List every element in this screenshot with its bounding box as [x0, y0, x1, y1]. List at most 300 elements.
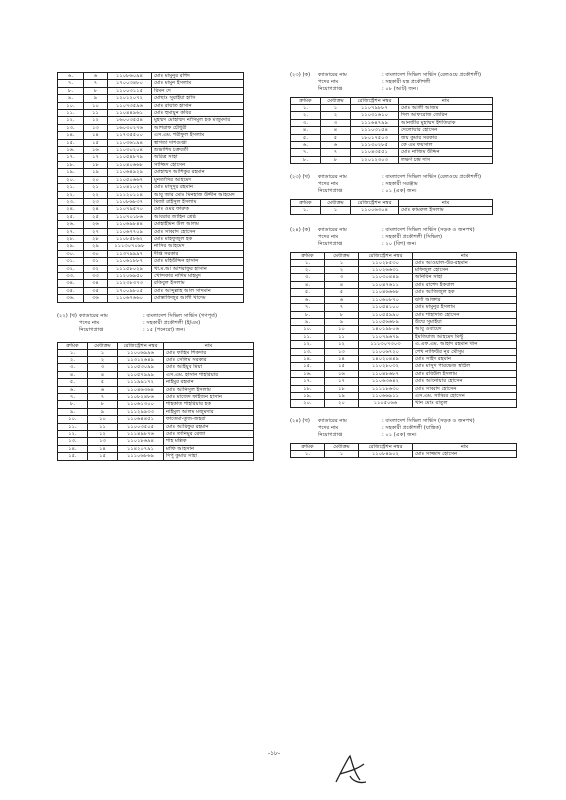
table-row [291, 311, 517, 318]
serial-cell: ৮. [58, 87, 84, 94]
serial-cell: ৬. [291, 142, 321, 149]
merit-cell: ২ [321, 112, 351, 119]
merit-cell: ৭ [88, 394, 118, 401]
name-cell: এস.এম. সাব্বির হোসেন [413, 392, 517, 399]
name-cell: রকিবুল ইসলাম [152, 280, 244, 287]
serial-cell: ১৩. [58, 438, 88, 445]
table-row [58, 198, 244, 205]
serial-cell: ৪. [291, 281, 325, 288]
table-row [58, 206, 244, 213]
table-row [58, 453, 254, 460]
name-cell: মোঃ সাব্বাদ হোসেন [152, 228, 244, 235]
name-cell: মোহাইমিন উল আলম [152, 221, 244, 228]
serial-cell: ১৫. [58, 453, 88, 460]
serial-cell: ১. [291, 259, 325, 266]
registration-cell: ১১০৪৮৬৮৭ [359, 370, 413, 377]
merit-cell: ১৪ [88, 445, 118, 452]
registration-cell: ১১০৬৬৯১১ [359, 392, 413, 399]
table-row [291, 142, 493, 149]
merit-cell: ১৬ [84, 147, 108, 154]
merit-cell: ৪ [321, 127, 351, 134]
merit-cell: ১৫ [84, 139, 108, 146]
merit-cell: ২১ [84, 184, 108, 191]
name-cell: শুভাশিষ চক্রবর্তী [152, 147, 244, 154]
registration-cell: ১১০০৩৫০৫ [118, 423, 164, 430]
section-22-table [57, 342, 254, 461]
name-cell: মোছাঃ সুরাইয়া হাসি [152, 95, 244, 102]
registration-cell: ১১০৮৪৯০২ [359, 450, 413, 457]
table-row [291, 363, 517, 370]
registration-cell: ১১০২৮০৩২ [359, 363, 413, 370]
serial-cell: ১৪. [58, 445, 88, 452]
column-header: ক্রমিক [58, 342, 88, 349]
registration-cell: ১১০১৮৬৯৪ [118, 438, 164, 445]
merit-cell: ১০ [325, 326, 359, 333]
serial-cell: ১০. [291, 326, 325, 333]
table-row [58, 295, 244, 302]
serial-cell: ২. [291, 112, 321, 119]
table-row [291, 119, 493, 126]
table-row [291, 318, 517, 325]
merit-cell: ১২ [84, 117, 108, 124]
merit-cell: ৬ [325, 296, 359, 303]
serial-cell: ২১. [58, 184, 84, 191]
registration-cell: ১১২৩৮৩৭৩ [108, 280, 152, 287]
registration-cell: ১৪০২০৪৪৯ [359, 355, 413, 362]
registration-cell: ১১০৩৬১৯৪ [108, 139, 152, 146]
signature [330, 752, 370, 788]
column-header: মেধাক্রম [321, 98, 351, 105]
name-cell: মোঃ আজিজুল হক [413, 289, 517, 296]
name-cell: লক্ষণ চন্দ্র দাস [399, 156, 493, 163]
serial-cell: ৩. [58, 364, 88, 371]
table-row [58, 154, 244, 161]
name-cell: খোন্দকার নাদিম মাহমুদ [152, 272, 244, 279]
merit-cell: ৩৪ [84, 280, 108, 287]
registration-cell: ১১০৫৪৮৭৯ [108, 154, 152, 161]
serial-cell: ৪. [291, 127, 321, 134]
table-row [291, 378, 517, 385]
top-table [57, 72, 244, 303]
registration-cell: ১১০৫৭৯৯৯ [118, 371, 164, 378]
table-row [58, 184, 244, 191]
table-row [58, 287, 244, 294]
merit-cell: ২৪ [84, 206, 108, 213]
serial-cell: ১৭. [291, 378, 325, 385]
merit-cell: ৭ [321, 149, 351, 156]
merit-cell: ৫ [325, 289, 359, 296]
merit-cell: ১৭ [325, 378, 359, 385]
name-cell: আবু জার মোঃ মিনহাজ উদ্দীন আহমেদ [152, 191, 244, 198]
registration-cell: ১১০৪৬৬৬৮ [359, 289, 413, 296]
merit-cell: ১০ [88, 416, 118, 423]
merit-cell: ১ [325, 450, 359, 457]
merit-cell: ৭ [84, 80, 108, 87]
merit-cell: ২ [88, 357, 118, 364]
merit-cell: ৩ [325, 274, 359, 281]
registration-cell: ১১৩৭৯৯৯৭ [108, 250, 152, 257]
column-header: নাম [399, 200, 493, 207]
merit-cell: ২৭ [84, 228, 108, 235]
table-row [58, 102, 244, 109]
merit-cell: ৮ [88, 401, 118, 408]
serial-cell: ৮. [291, 156, 321, 163]
serial-cell: ২৬. [58, 221, 84, 228]
serial-cell: ২৩. [58, 198, 84, 205]
section-title: (২২) (খ) [57, 312, 77, 319]
merit-cell: ১৫ [325, 363, 359, 370]
name-cell: মোঃ মহিউদ্দিন হাসান [152, 258, 244, 265]
merit-cell: ১৯ [84, 169, 108, 176]
serial-cell: ৮. [291, 311, 325, 318]
serial-cell: ১২. [58, 431, 88, 438]
name-cell: মোঃ সাব্বাদ হোসেন [413, 385, 517, 392]
registration-cell: ১১০৪৬৩৬৪ [118, 386, 164, 393]
serial-cell: ১১. [58, 423, 88, 430]
merit-cell: ২৬ [84, 221, 108, 228]
serial-cell: ১২. [58, 117, 84, 124]
merit-cell: ৬ [88, 386, 118, 393]
registration-cell: ১১০৫৪১০০ [359, 304, 413, 311]
table-row [291, 304, 517, 311]
serial-cell: ১১. [291, 333, 325, 340]
registration-cell: ১১১৫৮০২৯ [108, 265, 152, 272]
table-row [58, 445, 254, 452]
right-column [290, 72, 517, 458]
column-header: মেধাক্রম [325, 443, 359, 450]
section-24b-table [290, 443, 517, 458]
name-cell: অনিবিন সাহা [413, 274, 517, 281]
merit-cell: ১১ [84, 110, 108, 117]
merit-cell: ১৮ [84, 161, 108, 168]
name-cell: আবু ওবায়েদ [413, 326, 517, 333]
name-cell: মোঃ সাইদ রহমান [413, 355, 517, 362]
name-cell: মোঃ আলী আজম [399, 105, 493, 112]
name-cell: দীপ্ত সরকার [152, 250, 244, 257]
registration-cell: ১১০০৬৩০৪ [351, 207, 399, 214]
merit-cell: ১ [88, 349, 118, 356]
column-header: নাম [399, 98, 493, 105]
name-cell: শেখ নাফিউর নূর মৌসুম [413, 348, 517, 355]
serial-cell: ১৮. [291, 385, 325, 392]
name-cell: মোঃ আরিফুর রহমান [164, 423, 254, 430]
name-cell: মোঃ আওয়াল-উর-রহমান [413, 259, 517, 266]
name-cell: উম্মে সুমাইয়া [413, 318, 517, 325]
table-row [58, 431, 254, 438]
registration-cell: ১১১২৯৯৩৩ [118, 408, 164, 415]
table-row [58, 423, 254, 430]
serial-cell: ২৪. [58, 206, 84, 213]
merit-cell: ৩৫ [84, 287, 108, 294]
registration-cell: ১১০৫৫৯৯০ [359, 311, 413, 318]
serial-cell: ৯. [58, 95, 84, 102]
name-cell: মুহম্মদ মোহাম্মদ নাসিমুল হক মজুমদার [152, 117, 244, 124]
merit-cell: ৫ [321, 134, 351, 141]
column-header: মেধাক্রম [88, 342, 118, 349]
registration-cell: ১১০৪৩৫৫১ [351, 149, 399, 156]
table-row [58, 221, 244, 228]
name-cell: মোঃ আব্দুল্লাহ আল সাদমান [152, 287, 244, 294]
serial-cell: ১৪. [291, 355, 325, 362]
registration-cell: ১২০১২০৭২ [108, 95, 152, 102]
table-row [58, 265, 244, 272]
serial-cell: ১৪. [58, 132, 84, 139]
table-row [291, 333, 517, 340]
registration-cell: ১১০৩১৬১০ [351, 112, 399, 119]
table-row [291, 149, 493, 156]
serial-cell: ২০. [291, 400, 325, 407]
serial-cell: ১৫. [58, 139, 84, 146]
registration-cell: ১১০৪০৬৬৮ [108, 161, 152, 168]
serial-cell: ৫. [58, 379, 88, 386]
name-cell: দিপু কুমার সাহা [164, 453, 254, 460]
table-header-row [291, 252, 517, 259]
merit-cell: ২২ [84, 191, 108, 198]
registration-cell: ১১১৩০২৮৫ [351, 142, 399, 149]
serial-cell: ৬. [58, 386, 88, 393]
table-row [58, 364, 254, 371]
registration-cell: ১১০৭৯৫৭০ [108, 206, 152, 213]
registration-cell: ১৭০০৩৪৮০ [108, 80, 152, 87]
name-cell: মোঃ রাশেদ ইকবাল [413, 281, 517, 288]
serial-cell: ২৮. [58, 235, 84, 242]
table-row [58, 349, 254, 356]
table-row [58, 87, 244, 94]
registration-cell: ১১০৫৩০৯৯ [118, 364, 164, 371]
merit-cell: ১ [325, 259, 359, 266]
registration-cell: ১১০৪১০২৭ [108, 184, 152, 191]
name-cell: এ.এফ.এম. আহাদ রহমান খান [413, 341, 517, 348]
table-row [291, 127, 493, 134]
merit-cell: ৫ [88, 379, 118, 386]
name-cell: আনজীর মুহাম্মদ ইশতিয়াক [399, 119, 493, 126]
serial-cell: ১৩. [58, 124, 84, 131]
registration-cell: ১১০২৬৬৩১ [359, 267, 413, 274]
registration-cell: ১১১০৬৮৬৯ [118, 453, 164, 460]
table-row [58, 438, 254, 445]
serial-cell: ৩৫. [58, 287, 84, 294]
registration-cell: ১১০৪৭৬১১ [359, 281, 413, 288]
table-row [291, 289, 517, 296]
serial-cell: ৭. [291, 149, 321, 156]
table-header-row [291, 98, 493, 105]
registration-cell: ১১০৬০৮৭০ [359, 296, 413, 303]
registration-cell: ১১১৩০৭০৯৮ [108, 243, 152, 250]
serial-cell: ৩৬. [58, 295, 84, 302]
registration-cell: ১১০৮২৪৮৬ [118, 394, 164, 401]
serial-cell: ১৯. [58, 169, 84, 176]
merit-cell: ৩৩ [84, 272, 108, 279]
merit-cell: ৮ [325, 311, 359, 318]
serial-cell: ৩২. [58, 265, 84, 272]
table-row [58, 169, 244, 176]
registration-cell: ১১০৬৪৯২৯ [108, 169, 152, 176]
serial-cell: ১২. [291, 341, 325, 348]
merit-cell: ৩ [88, 364, 118, 371]
merit-cell: ১৪ [84, 132, 108, 139]
merit-cell: ১৪ [325, 355, 359, 362]
name-cell: নাইমুল আলম মজুমদার [164, 408, 254, 415]
serial-cell: ১৯. [291, 392, 325, 399]
registration-cell: ১১০৫০৬৬৭ [108, 176, 152, 183]
serial-cell: ১০. [58, 416, 88, 423]
name-cell: নাসির আহমেদ [152, 243, 244, 250]
registration-cell: ১১০০৬৯৯৬ [118, 349, 164, 356]
registration-cell: ১৪০১৯৮০৬ [359, 326, 413, 333]
merit-cell: ২৮ [84, 235, 108, 242]
serial-cell: ১. [291, 207, 321, 214]
merit-cell: ১২ [88, 431, 118, 438]
merit-cell: ১৮ [325, 385, 359, 392]
name-cell: মোঃ কামরুল ইসলাম [399, 207, 493, 214]
merit-cell: ১১ [325, 333, 359, 340]
name-cell: খান মোঃ রাতুল [413, 400, 517, 407]
name-cell: মোঃ মামুন ইসলাম [152, 80, 244, 87]
table-header-row [58, 342, 254, 349]
name-cell: মোঃ হুমায়ুন কবির [152, 110, 244, 117]
merit-cell: ১১ [88, 423, 118, 430]
merit-cell: ১৭ [84, 154, 108, 161]
registration-cell: ১১০৬১৩০০ [118, 401, 164, 408]
name-cell: মির্জা রাইসুল ইসলাম [152, 198, 244, 205]
serial-cell: ২৯. [58, 243, 84, 250]
name-cell: অরিত্র সাহা [152, 154, 244, 161]
name-cell: কে এম ফয়সাল [399, 142, 493, 149]
merit-cell: ৩৬ [84, 295, 108, 302]
registration-cell: ১১১৯৯১৭২ [118, 379, 164, 386]
section-24a-header: (২৪) (ক) ক্যাডারের নাম : বাংলাদেশ সিভিল সার্ভিস (সড়ক ও জনপথ) পদের নাম : সহকারী প্রকৌশলী (সিভিল) নিয়োগপ্রাপ্ত : ২০ (বিশ) জন। [290, 226, 475, 247]
merit-cell: ৮ [321, 156, 351, 163]
table-row [291, 385, 517, 392]
column-header: রেজিস্ট্রেশন নম্বর [359, 443, 413, 450]
column-header: রেজিস্ট্রেশন নম্বর [351, 200, 399, 207]
table-header-row [291, 200, 493, 207]
serial-cell: ২৭. [58, 228, 84, 235]
column-header: ক্রমিক [291, 443, 325, 450]
registration-cell: ১১৭৩৫৫০০ [108, 132, 152, 139]
table-row [291, 105, 493, 112]
serial-cell: ৭. [58, 394, 88, 401]
registration-cell: ১১১৬৪৭৯৯ [351, 119, 399, 126]
serial-cell: ১৮. [58, 161, 84, 168]
registration-cell: ১১০২৮৫৩০ [359, 259, 413, 266]
name-cell: মোঃ আনিসুল ইসলাম [164, 386, 254, 393]
name-cell: মোঃ তানিমুর রেজা [164, 431, 254, 438]
merit-cell: ৯ [84, 95, 108, 102]
merit-cell: ২৫ [84, 213, 108, 220]
column-header: নাম [413, 443, 517, 450]
merit-cell: ১০ [84, 102, 108, 109]
registration-cell: ১১০৬৩৬৪২ [359, 378, 413, 385]
registration-cell: ১১৩১২৬৪৯ [118, 357, 164, 364]
serial-cell: ৩৪. [58, 280, 84, 287]
name-cell: আশরাফ চৌধুরী [152, 124, 244, 131]
name-cell: স্বাগতা দাশগুপ্তা [152, 139, 244, 146]
merit-cell: ১৩ [325, 348, 359, 355]
column-header: মেধাক্রম [325, 252, 359, 259]
serial-cell: ১. [291, 105, 321, 112]
merit-cell: ২০ [84, 176, 108, 183]
name-cell: মোঃ মামুনুর ইসলাম [413, 304, 517, 311]
registration-cell: ১১০৬৭৭০৯ [108, 228, 152, 235]
column-header: মেধাক্রম [321, 200, 351, 207]
serial-cell: ৫. [291, 134, 321, 141]
merit-cell: ৯ [325, 318, 359, 325]
table-row [58, 250, 244, 257]
name-cell: মোঃ মাসুদ পারভেজ স্বপ্নিল [413, 363, 517, 370]
name-cell: ফাতেমা-তুজ-জহরা [164, 416, 254, 423]
section-24a-table [290, 252, 517, 408]
registration-cell: ১১০৭০১৮৬ [108, 213, 152, 220]
serial-cell: ৫. [291, 289, 325, 296]
section-24b-header: (২৪) (খ) ক্যাডারের নাম : বাংলাদেশ সিভিল সার্ভিস (সড়ক ও জনপথ) পদের নাম : সহকারী প্রকৌশলী (যান্ত্রিক) নিয়োগপ্রাপ্ত : ০১ (এক) জন। [290, 417, 475, 438]
serial-cell: ২. [291, 267, 325, 274]
table-row [58, 272, 244, 279]
table-header-row [291, 443, 517, 450]
name-cell: মোহাম্মদ আশিকুর রহমান [152, 169, 244, 176]
name-cell: আবরার জাহিন শ্রেষ্ঠ [152, 213, 244, 220]
merit-cell: ২০ [325, 400, 359, 407]
serial-cell: ৬. [58, 73, 84, 80]
name-cell: জয় কুমার সরকার [399, 134, 493, 141]
serial-cell: ১৭. [58, 154, 84, 161]
serial-cell: ১. [291, 450, 325, 457]
serial-cell: ৩. [291, 119, 321, 126]
name-cell: মোঃ ফাহিম শিকদার [164, 349, 254, 356]
table-row [58, 243, 244, 250]
merit-cell: ৭ [325, 304, 359, 311]
table-row [58, 258, 244, 265]
merit-cell: ১ [321, 207, 351, 214]
merit-cell: ৩০ [84, 250, 108, 257]
table-row [58, 235, 244, 242]
registration-cell: ১১০৬১৮৮৭ [108, 258, 152, 265]
name-cell: মোঃ আনোয়ার হোসেন [413, 378, 517, 385]
table-row [291, 259, 517, 266]
column-header: ক্রমিক [291, 252, 325, 259]
name-cell: দেলোয়ার হোসেন [399, 127, 493, 134]
name-cell: শাহ মল্লিক [164, 438, 254, 445]
column-header: ক্রমিক [291, 98, 321, 105]
name-cell: মোঃ মাজেদ ফাইজন হাসান [164, 394, 254, 401]
section-23b-table [290, 199, 493, 214]
name-cell: ঝর্ণা আক্তার [413, 296, 517, 303]
table-row [291, 296, 517, 303]
registration-cell: ১৬০০৩৫৫৪ [108, 117, 152, 124]
table-row [58, 139, 244, 146]
section-23a-header: (২৩) (ক) ক্যাডারের নাম : বাংলাদেশ সিভিল সার্ভিস (রেলওয়ে প্রকৌশলী) পদের নাম : সহকারী যন্ত্র প্রকৌশলী নিয়োগপ্রাপ্ত : ০৮ (আট) জন। [290, 72, 482, 92]
registration-cell: ১১০৭৩৫৯৬ [108, 102, 152, 109]
column-header: ক্রমিক [291, 200, 321, 207]
table-row [58, 416, 254, 423]
registration-cell: ১১১০৩১৫৪ [351, 127, 399, 134]
column-header: রেজিস্ট্রেশন নম্বর [118, 342, 164, 349]
serial-cell: ৭. [58, 80, 84, 87]
table-row [58, 280, 244, 287]
merit-cell: ৪ [325, 281, 359, 288]
registration-cell: ১১০০৬৭২০ [359, 348, 413, 355]
table-row [291, 392, 517, 399]
merit-cell: ৩১ [84, 258, 108, 265]
serial-cell: ১৫. [291, 363, 325, 370]
registration-cell: ১৬০৩০২৭৬ [108, 124, 152, 131]
section-23b-header: (২৩) (খ) ক্যাডারের নাম : বাংলাদেশ সিভিল সার্ভিস (রেলওয়ে প্রকৌশলী) পদের নাম : সহকারী সরঞ্জাম নিয়োগপ্রাপ্ত : ০১ (এক) জন। [290, 174, 482, 195]
table-row [58, 147, 244, 154]
merit-cell: ২৩ [84, 198, 108, 205]
table-row [58, 80, 244, 87]
table-row [291, 207, 493, 214]
registration-cell: ১১০৪৪৯৬১ [108, 110, 152, 117]
